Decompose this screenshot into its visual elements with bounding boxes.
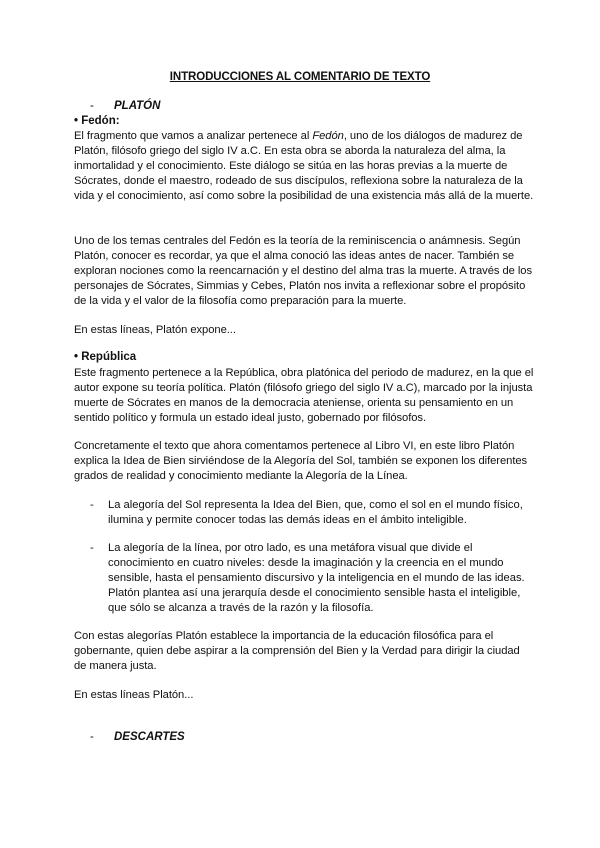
- section-dash: -: [90, 731, 94, 743]
- list-item-line-allegory: [90, 541, 530, 616]
- paragraph-fedon-intro: [74, 129, 534, 204]
- paragraph-republica-conclusion: Con estas alegorías Platón establece la importancia de la educación filosófica para el gobernante, quien debe aspirar a la comprensión del Bien y la Verdad para dirigir la ciudad de manera justa.: [74, 630, 520, 672]
- paragraph-fedon-themes: Uno de los temas centrales del Fedón es la teoría de la reminiscencia o anámnesis. Según Platón, conocer es recordar, ya que el alma conoció las ideas antes de nacer. También se exploran nociones como la reencarnación y el destino del alma tras la muerte. A través de los personajes de Sócrates, Simmias y Cebes, Platón nos invita a reflexionar sobre el propósito de la vida y el valor de la filosofía como preparación para la muerte.: [74, 235, 533, 307]
- section-heading-text: DESCARTES: [114, 731, 185, 743]
- paragraph-fedon-closing: En estas líneas, Platón expone...: [74, 324, 236, 336]
- section-dash: -: [90, 100, 94, 112]
- subsection-heading-fedon: • Fedón:: [74, 115, 120, 127]
- list-item-text: La alegoría de la línea, por otro lado, es una metáfora visual que divide el conocimiento en cuatro niveles: desde la imaginación y la creencia en el mundo sensible, hasta el pensamiento discursivo y la inteligencia en el mundo de las ideas. Platón plantea así una jerarquía desde el conocimiento sensible hasta el inteligible, que sólo se alcanza a través de la razón y la filosofía.: [108, 542, 525, 614]
- list-item-sun-allegory: [90, 498, 530, 528]
- paragraph-republica-intro: Este fragmento pertenece a la República, obra platónica del periodo de madurez, en la que el autor expone su teoría política. Platón (filósofo griego del siglo IV a.C), marcado por la injusta muerte de Sócrates en manos de la democracia ateniense, orienta su pensamiento en un sentido político y formula un estado ideal justo, gobernado por filósofos.: [74, 367, 534, 424]
- subsection-heading-republica: • República: [74, 351, 137, 363]
- document-title: INTRODUCCIONES AL COMENTARIO DE TEXTO: [169, 71, 431, 83]
- paragraph-republica-closing: En estas líneas Platón...: [74, 689, 194, 701]
- list-dash: -: [90, 499, 94, 511]
- paragraph-fedon-intro-post: , uno de los diálogos de madurez de Platón, filósofo griego del siglo IV a.C. En esta obra se aborda la naturaleza del alma, la inmortalidad y el conocimiento. Este diálogo se sitúa en las horas previas a la muerte de Sócrates, donde el maestro, rodeado de sus discípulos, reflexiona sobre la naturaleza de la vida y el conocimiento, así como sobre la posibilidad de una existencia más allá de la muerte.: [74, 130, 534, 202]
- section-heading-descartes: [90, 731, 185, 743]
- section-heading-text: PLATÓN: [114, 100, 161, 112]
- paragraph-republica-book: Concretamente el texto que ahora comentamos pertenece al Libro VI, en este libro Platón explica la Idea de Bien sirviéndose de la Alegoría del Sol, también se exponen los diferentes grados de realidad y conocimiento mediante la Alegoría de la Línea.: [74, 440, 528, 482]
- section-heading-platon: [90, 100, 160, 112]
- paragraph-fedon-intro-pre: El fragmento que vamos a analizar pertenece al: [74, 130, 313, 142]
- list-item-text: La alegoría del Sol representa la Idea del Bien, que, como el sol en el mundo físico, ilumina y permite conocer todas las demás ideas en el ámbito inteligible.: [108, 499, 523, 526]
- work-title-fedon: Fedón: [312, 130, 344, 142]
- list-dash: -: [90, 542, 94, 554]
